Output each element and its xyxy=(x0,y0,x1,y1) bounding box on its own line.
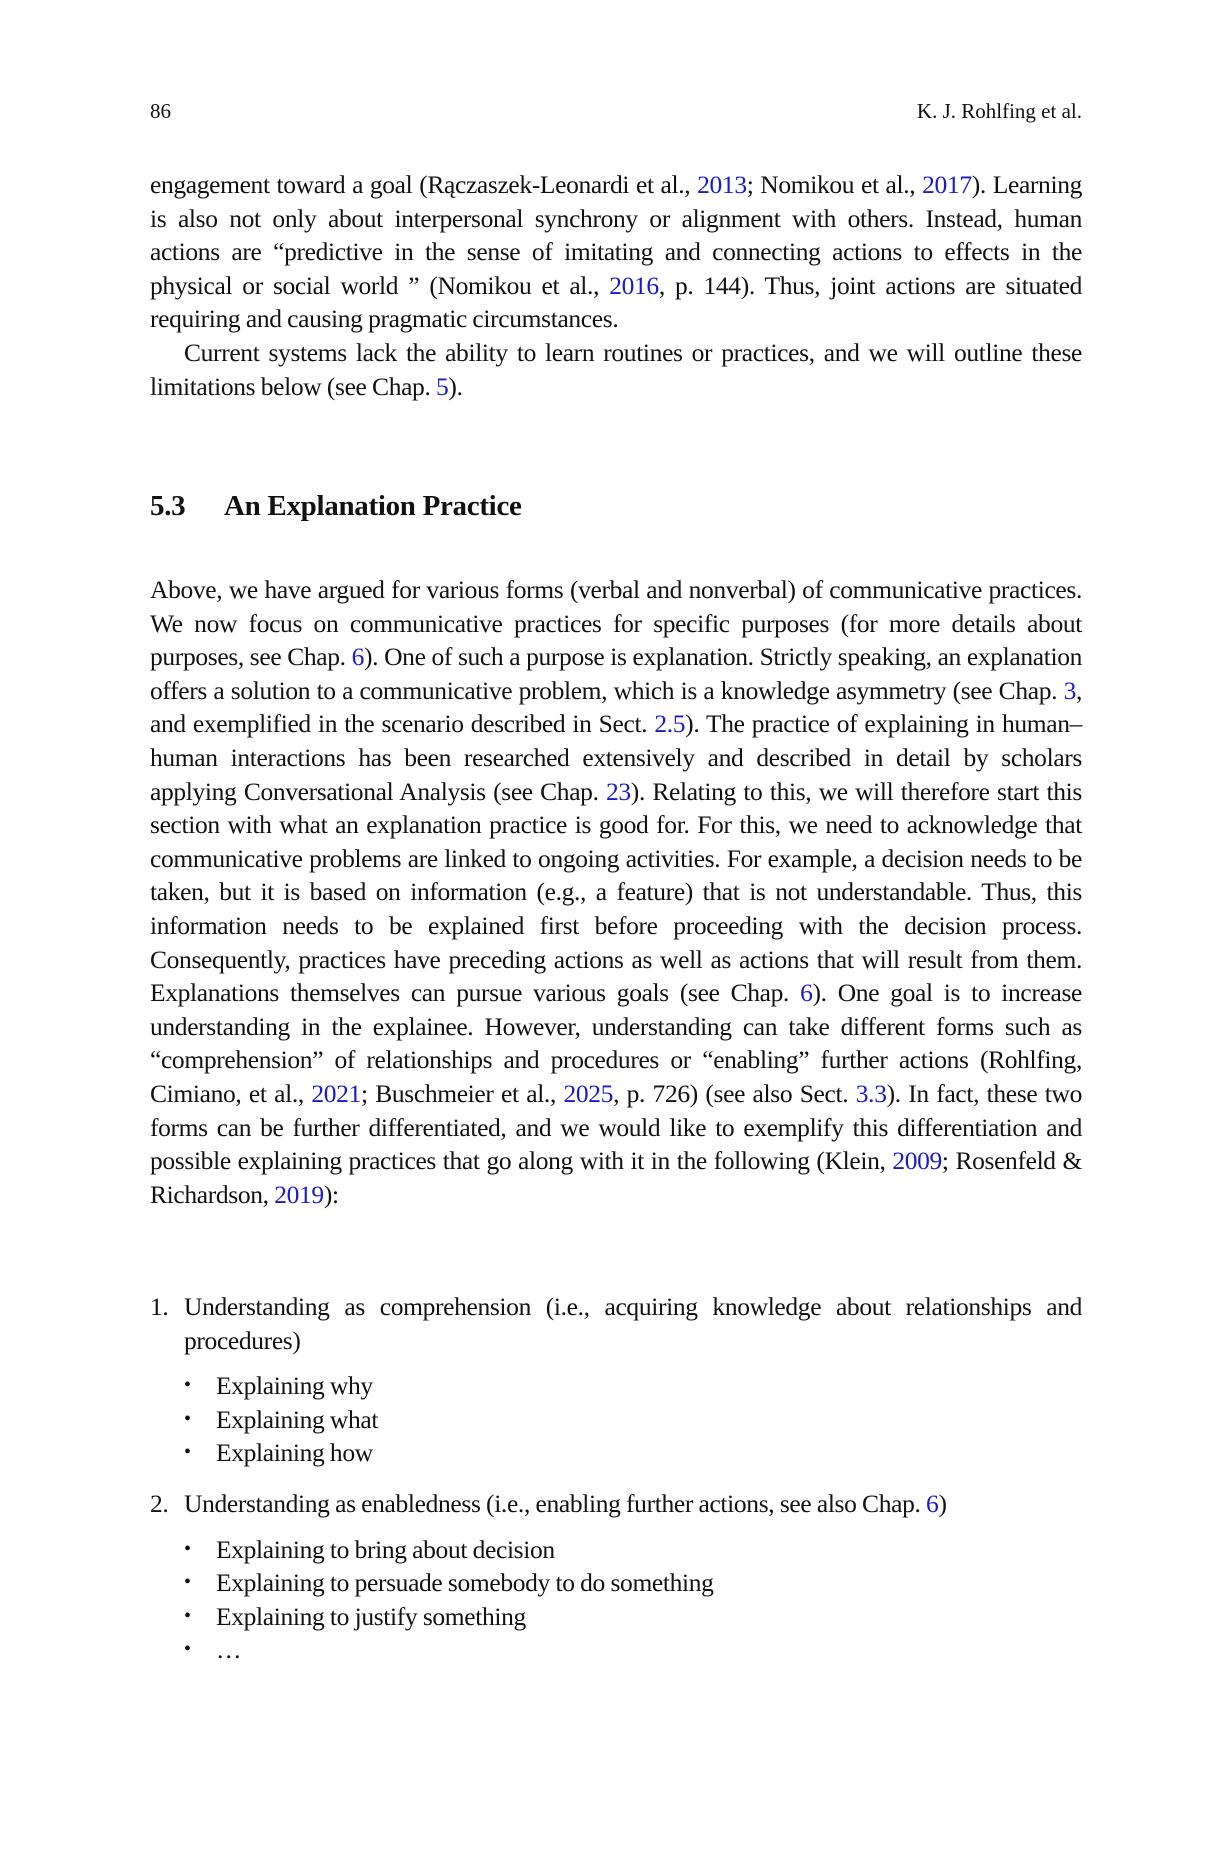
chapter-link[interactable]: 6 xyxy=(926,1489,939,1518)
section-heading xyxy=(150,488,522,524)
running-head xyxy=(150,98,1082,124)
bullet-icon: • xyxy=(184,1604,191,1627)
bullet-icon: • xyxy=(184,1571,191,1594)
numbered-list-item-2 xyxy=(150,1487,1082,1667)
citation-link[interactable]: 2013 xyxy=(697,170,747,199)
citation-link[interactable]: 2009 xyxy=(892,1146,942,1176)
bullet-icon: • xyxy=(184,1407,191,1430)
bullet-item: • Explaining why xyxy=(184,1369,1082,1403)
citation-link[interactable]: 2021 xyxy=(311,1078,361,1108)
intro-block xyxy=(150,168,1082,403)
bullet-item: • Explaining to bring about decision xyxy=(184,1533,1082,1567)
body-paragraph-1: Above, we have argued for various forms (verbal and nonverbal) of communicative practices. We now focus on communicative practices for specific purposes (for more details about purposes, see Chap. 6). One of such a purpose is explanation. Strictly speaking, an explanation offers a solution to a communicative problem, which is a knowledge asymmetry (see Chap. 3, and exemplified in the scenario described in Sect. 2.5). The practice of explaining in human–human interactions has been researched extensively and described in detail by scholars applying Conversational Analysis (see Chap. 23). Relating to this, we will therefore start this section with what an explanation practice is good for. For this, we need to acknowledge that communicative problems are linked to ongoing activities. For example, a decision needs to be taken, but it is based on information (e.g., a feature) that is not understandable. Thus, this information needs to be explained first before proceeding with the decision process. Consequently, practices have preceding actions as well as actions that will result from them. Explanations themselves can pursue various goals (see Chap. 6). One goal is to increase understanding in the explainee. However, understanding can take different forms such as “comprehension” of relationships and procedures or “enabling” further actions (Rohlfing, Cimiano, et al., 2021; Buschmeier et al., 2025, p. 726) (see also Sect. 3.3). In fact, these two forms can be further differentiated, and we would like to exemplify this differentiation and possible explaining practices that go along with it in the following (Klein, 2009; Rosenfeld & Richardson, 2019): xyxy=(150,575,1082,1209)
bullet-icon: • xyxy=(184,1537,191,1560)
bullet-list xyxy=(184,1369,1082,1470)
section-title: An Explanation Practice xyxy=(224,490,522,522)
section-number: 5.3 xyxy=(150,490,186,522)
bullet-item: • Explaining what xyxy=(184,1403,1082,1437)
citation-link[interactable]: 2019 xyxy=(274,1179,324,1209)
bullet-icon: • xyxy=(184,1638,191,1661)
intro-paragraph-2: Current systems lack the ability to learn routines or practices, and we will outline these limitations below (see Chap. 5). xyxy=(150,337,1082,401)
bullet-item: • Explaining to justify something xyxy=(184,1600,1082,1634)
running-title: K. J. Rohlfing et al. xyxy=(916,99,1082,123)
citation-link[interactable]: 5 xyxy=(436,371,449,401)
bullet-list xyxy=(184,1533,1082,1667)
list-number: 1. xyxy=(150,1292,169,1321)
bullet-item: • Explaining to persuade somebody to do something xyxy=(184,1566,1082,1600)
numbered-list-item-1 xyxy=(150,1290,1082,1470)
intro-paragraph-1: engagement toward a goal (Rączaszek-Leonardi et al., 2013; Nomikou et al., 2017). Learning is also not only about interpersonal synchrony or alignment with others. Instead, human actions are “predictive in the sense of imitating and connecting actions to effects in the physical or social world ” (Nomikou et al., 2016, p. 144). Thus, joint actions are situated requiring and causing pragmatic circumstances. xyxy=(150,170,1082,334)
body-block xyxy=(150,573,1082,1211)
page-number: 86 xyxy=(150,99,171,123)
list-item-text: Understanding as enabledness (i.e., enabling further actions, see also Chap. 6) xyxy=(184,1489,947,1518)
citation-link[interactable]: 2.5 xyxy=(654,709,686,739)
list-item-text: Understanding as comprehension (i.e., acquiring knowledge about relationships and procedures) xyxy=(184,1292,1082,1355)
bullet-item: • … xyxy=(184,1633,1082,1667)
list-number: 2. xyxy=(150,1489,169,1518)
citation-link[interactable]: 6 xyxy=(351,642,365,672)
citation-link[interactable]: 6 xyxy=(800,978,813,1008)
bullet-icon: • xyxy=(184,1441,191,1464)
citation-link[interactable]: 2016 xyxy=(609,270,659,300)
citation-link[interactable]: 2025 xyxy=(563,1078,614,1108)
citation-link[interactable]: 3 xyxy=(1063,675,1076,705)
bullet-item: • Explaining how xyxy=(184,1436,1082,1470)
citation-link[interactable]: 23 xyxy=(605,776,631,806)
citation-link[interactable]: 2017 xyxy=(922,170,972,199)
citation-link[interactable]: 3.3 xyxy=(855,1078,887,1108)
bullet-icon: • xyxy=(184,1374,191,1397)
